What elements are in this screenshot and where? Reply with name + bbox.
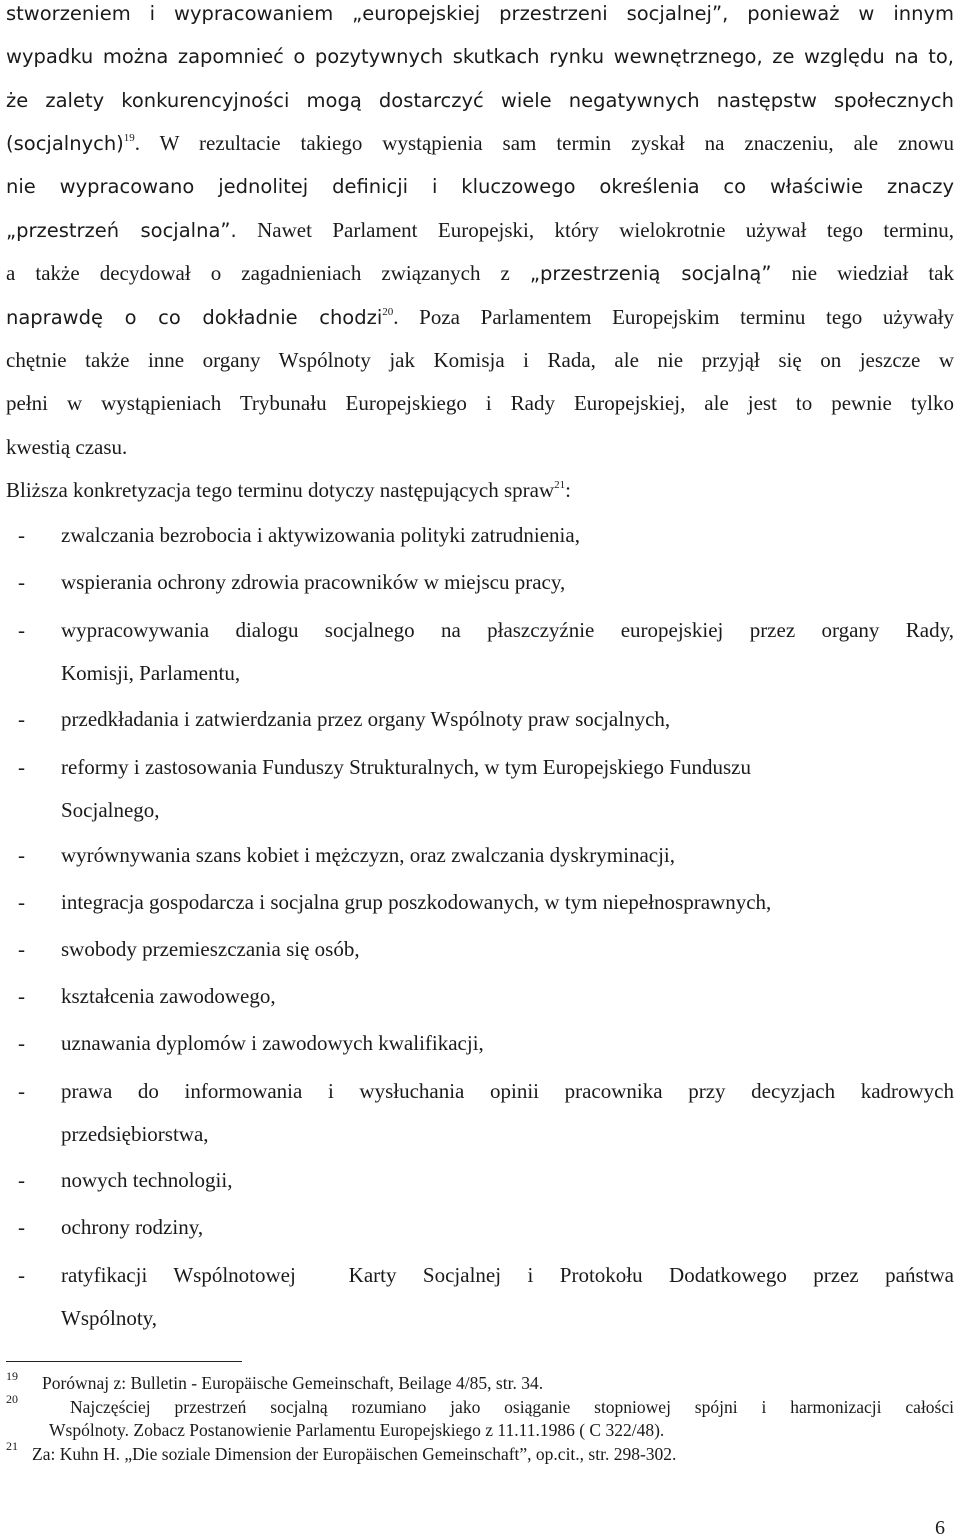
- footnote-number: 21: [6, 1439, 18, 1453]
- footnote-number: 20: [6, 1392, 18, 1406]
- list-item-text: ochrony rodziny,: [61, 1215, 204, 1239]
- list-intro: [6, 478, 954, 502]
- list-item-text: zwalczania bezrobocia i aktywizowania polityki zatrudnienia,: [61, 523, 580, 547]
- page-number: 6: [935, 1517, 945, 1539]
- list-item-text: integracja gospodarcza i socjalna grup poszkodowanych, w tym niepełnosprawnych,: [61, 890, 772, 914]
- dash-bullet: -: [18, 937, 25, 961]
- list-item-text: swobody przemieszczania się osób,: [61, 937, 360, 961]
- dash-bullet: -: [18, 570, 25, 594]
- list-item-text: wyrównywania szans kobiet i mężczyzn, oraz zwalczania dyskryminacji,: [61, 843, 676, 867]
- quoted-term: „przestrzeń socjalna”.: [6, 219, 237, 242]
- paragraph-line: pełni w wystąpieniach Trybunału Europejskiego i Rady Europejskiej, ale jest to pewnie tylko: [6, 391, 954, 415]
- paragraph-text: Nawet Parlament Europejski, który wielokrotnie używał tego terminu,: [236, 218, 954, 242]
- paragraph-line: kwestią czasu.: [6, 435, 128, 459]
- dash-bullet: -: [18, 1031, 25, 1055]
- dash-bullet: -: [18, 1263, 25, 1287]
- dash-bullet: -: [18, 1079, 25, 1103]
- footnote-20: Najczęściej przestrzeń socjalną rozumiano jako osiąganie stopniowej spójni i harmonizacji całości: [70, 1397, 954, 1417]
- dash-bullet: -: [18, 523, 25, 547]
- list-item-text: nowych technologii,: [61, 1168, 233, 1192]
- paragraph-text: . W rezultacie takiego wystąpienia sam termin zyskał na znaczeniu, ale znowu: [134, 131, 954, 155]
- list-item-text: ratyfikacji Wspólnotowej Karty Socjalnej i Protokołu Dodatkowego przez państwa: [61, 1263, 954, 1287]
- paragraph-line: [6, 218, 954, 243]
- list-item-continuation: Socjalnego,: [61, 798, 160, 822]
- paragraph-line: [6, 261, 954, 286]
- footnote-19: Porównaj z: Bulletin - Europäische Gemeinschaft, Beilage 4/85, str. 34.: [42, 1373, 544, 1393]
- quoted-term: „przestrzenią socjalną”: [529, 262, 772, 285]
- dash-bullet: -: [18, 1168, 25, 1192]
- paragraph-text: . Poza Parlamentem Europejskim terminu tego używały: [393, 305, 954, 329]
- list-item-continuation: przedsiębiorstwa,: [61, 1122, 209, 1146]
- list-item-text: prawa do informowania i wysłuchania opinii pracownika przy decyzjach kadrowych: [61, 1079, 954, 1103]
- paragraph-line: [6, 131, 954, 156]
- paragraph-text: a także decydował o zagadnieniach związanych z: [6, 261, 530, 285]
- dash-bullet: -: [18, 618, 25, 642]
- dash-bullet: -: [18, 984, 25, 1008]
- paragraph-text: naprawdę o co dokładnie chodzi: [6, 306, 383, 329]
- dash-bullet: -: [18, 1215, 25, 1239]
- list-item-text: uznawania dyplomów i zawodowych kwalifikacji,: [61, 1031, 484, 1055]
- paragraph-text: nie wiedział tak: [771, 261, 954, 285]
- list-item-text: wypracowywania dialogu socjalnego na płaszczyźnie europejskiej przez organy Rady,: [61, 618, 954, 642]
- footnote-21: Za: Kuhn H. „Die soziale Dimension der Europäischen Gemeinschaft”, op.cit., str. 298-302.: [32, 1444, 677, 1464]
- list-item-text: wspierania ochrony zdrowia pracowników w miejscu pracy,: [61, 570, 566, 594]
- footnote-separator: [6, 1361, 242, 1362]
- list-item-text: przedkładania i zatwierdzania przez organy Wspólnoty praw socjalnych,: [61, 707, 671, 731]
- dash-bullet: -: [18, 843, 25, 867]
- paragraph-line: [6, 305, 954, 330]
- dash-bullet: -: [18, 755, 25, 779]
- list-item-text: reformy i zastosowania Funduszy Strukturalnych, w tym Europejskiego Funduszu: [61, 755, 751, 779]
- paragraph-line: że zalety konkurencyjności mogą dostarczyć wiele negatywnych następstw społecznych: [6, 89, 954, 112]
- footnote-number: 19: [6, 1369, 18, 1383]
- footnote-ref-19: 19: [123, 132, 135, 144]
- paragraph-text: Bliższa konkretyzacja tego terminu dotyczy następujących spraw: [6, 478, 555, 502]
- dash-bullet: -: [18, 890, 25, 914]
- paragraph-text: (socjalnych): [6, 132, 124, 155]
- list-item-continuation: Wspólnoty,: [61, 1306, 158, 1330]
- dash-bullet: -: [18, 707, 25, 731]
- list-item-text: kształcenia zawodowego,: [61, 984, 276, 1008]
- footnote-ref-21: 21: [554, 479, 566, 491]
- paragraph-line: nie wypracowano jednolitej definicji i kluczowego określenia co właściwie znaczy: [6, 175, 954, 198]
- paragraph-line: chętnie także inne organy Wspólnoty jak Komisja i Rada, ale nie przyjął się on jeszcze w: [6, 348, 954, 372]
- paragraph-line: wypadku można zapomnieć o pozytywnych skutkach rynku wewnętrznego, ze względu na to,: [6, 45, 954, 68]
- footnote-20-continuation: Wspólnoty. Zobacz Postanowienie Parlamentu Europejskiego z 11.11.1986 ( C 322/48).: [49, 1420, 665, 1440]
- list-item-continuation: Komisji, Parlamentu,: [61, 661, 241, 685]
- paragraph-text: :: [565, 478, 571, 502]
- footnote-ref-20: 20: [382, 306, 394, 318]
- paragraph-line: stworzeniem i wypracowaniem „europejskiej przestrzeni socjalnej”, ponieważ w innym: [6, 2, 954, 25]
